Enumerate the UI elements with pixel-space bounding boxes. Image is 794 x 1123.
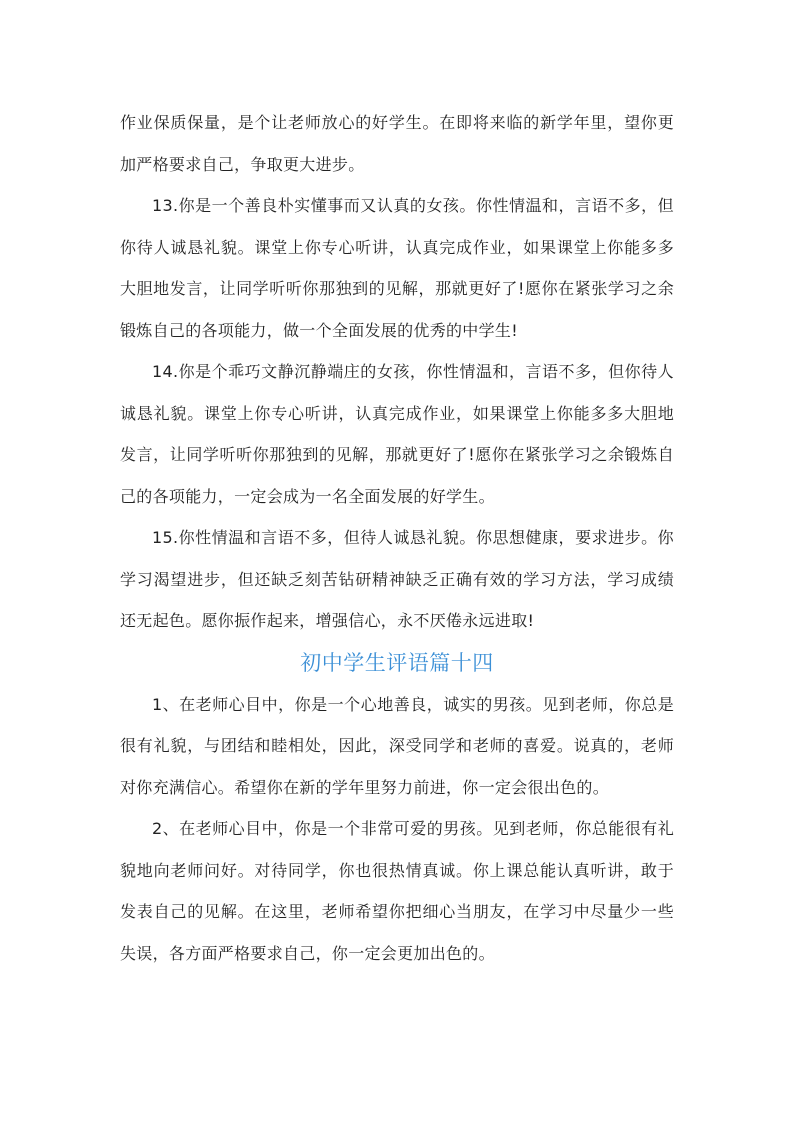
paragraph-comment-14: 14.你是个乖巧文静沉静端庄的女孩，你性情温和，言语不多，但你待人诚恳礼貌。课堂上你专心听讲，认真完成作业，如果课堂上你能多多大胆地发言，让同学听听你那独到的见解，那就更好了!愿你在紧张学习之余锻炼自己的各项能力，一定会成为一名全面发展的好学生。 [120,362,674,506]
paragraph-comment-2: 2、在老师心目中，你是一个非常可爱的男孩。见到老师，你总能很有礼貌地向老师问好。对待同学，你也很热情真诚。你上课总能认真听讲，敢于发表自己的见解。在这里，老师希望你把细心当朋友，在学习中尽量少一些失误，各方面严格要求自己，你一定会更加出色的。 [120,819,674,963]
paragraph-continuation: 作业保质保量，是个让老师放心的好学生。在即将来临的新学年里，望你更加严格要求自己，争取更大进步。 [120,113,674,174]
paragraph-comment-13: 13.你是一个善良朴实懂事而又认真的女孩。你性情温和，言语不多，但你待人诚恳礼貌。课堂上你专心听讲，认真完成作业，如果课堂上你能多多大胆地发言，让同学听听你那独到的见解，那就更好了!愿你在紧张学习之余锻炼自己的各项能力，做一个全面发展的优秀的中学生! [120,196,674,340]
section-heading: 初中学生评语篇十四 [300,650,494,675]
paragraph-comment-15: 15.你性情温和言语不多，但待人诚恳礼貌。你思想健康，要求进步。你学习渴望进步，但还缺乏刻苦钻研精神缺乏正确有效的学习方法，学习成绩还无起色。愿你振作起来，增强信心，永不厌倦永远进取! [120,528,674,630]
paragraph-comment-1: 1、在老师心目中，你是一个心地善良，诚实的男孩。见到老师，你总是很有礼貌，与团结和睦相处，因此，深受同学和老师的喜爱。说真的，老师对你充满信心。希望你在新的学年里努力前进，你一定会很出色的。 [120,694,674,797]
document-page [120,102,674,974]
